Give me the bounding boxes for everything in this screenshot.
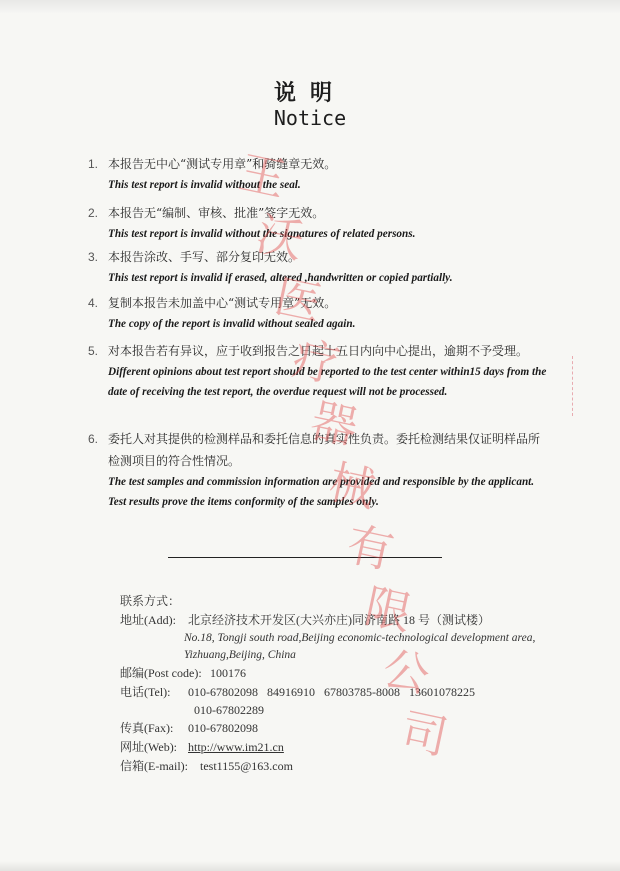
contact-heading: 联系方式：: [120, 594, 181, 608]
item-number: 5.: [88, 344, 99, 358]
item-text-cn: 复制本报告未加盖中心“测试专用章”无效。: [108, 296, 337, 310]
signature-divider-line: [168, 557, 442, 558]
scan-edge-bottom: [0, 861, 620, 871]
item-text-cn: 本报告无中心“测试专用章”和骑缝章无效。: [108, 157, 337, 171]
tel-value: 010-67802098 84916910 67803785-8008 13601078225: [188, 685, 475, 699]
notice-item-6: [88, 428, 548, 512]
item-number: 3.: [88, 250, 99, 264]
item-number: 6.: [88, 432, 99, 446]
item-text-cn: 对本报告若有异议，应于收到报告之日起十五日内向中心提出，逾期不予受理。: [108, 344, 529, 358]
item-text-cn: 委托人对其提供的检测样品和委托信息的真实性负责。委托检测结果仅证明样品所检测项目的符合性情况。: [108, 432, 541, 468]
stamp-char: 公: [378, 640, 435, 704]
fax-value: 010-67802098: [188, 721, 258, 735]
tel-value-2: 010-67802289: [194, 703, 264, 717]
address-en: No.18, Tongji south road,Beijing economic-technological development area, Yizhuang,Beijing, China: [184, 632, 536, 661]
item-text-en: The copy of the report is invalid without sealed again.: [108, 318, 356, 330]
item-text-en: This test report is invalid without the seal.: [108, 179, 301, 191]
item-number: 1.: [88, 157, 99, 171]
notice-item-1: [88, 153, 548, 195]
notice-item-3: [88, 246, 548, 288]
scan-edge-top: [0, 0, 620, 14]
item-number: 2.: [88, 206, 99, 220]
fax-label: 传真(Fax):: [120, 721, 174, 735]
notice-item-4: [88, 292, 548, 334]
perforation-seal-mark: [572, 356, 595, 416]
web-label: 网址(Web):: [120, 740, 178, 754]
item-text-en: The test samples and commission information are provided and responsible by the applicant. Test results prove the items conformity of the samples only.: [108, 476, 535, 508]
postcode-label: 邮编(Post code):: [120, 666, 202, 680]
stamp-char: 有: [342, 516, 399, 580]
item-text-en: Different opinions about test report should be reported to the test center within15 days from the date of receiving the test report, the overdue request will not be processed.: [108, 366, 547, 398]
stamp-char: 疗: [288, 330, 345, 394]
stamp-char: 器: [306, 392, 363, 456]
stamp-char: 械: [324, 454, 381, 518]
email-value: test1155@163.com: [200, 759, 293, 773]
notice-item-2: [88, 202, 548, 244]
web-link[interactable]: http://www.im21.cn: [188, 740, 284, 754]
tel-label: 电话(Tel):: [120, 685, 171, 699]
title-english: Notice: [273, 106, 347, 130]
stamp-char: 王: [234, 144, 291, 208]
item-text-en: This test report is invalid without the signatures of related persons.: [108, 228, 416, 240]
email-label: 信箱(E-mail):: [120, 759, 188, 773]
item-number: 4.: [88, 296, 99, 310]
notice-item-5: [88, 340, 548, 402]
address-cn: 北京经济技术开发区(大兴亦庄)同济南路 18 号（测试楼）: [188, 613, 490, 627]
postcode-value: 100176: [210, 666, 246, 680]
item-text-cn: 本报告无“编制、审核、批准”签字无效。: [108, 206, 325, 220]
stamp-char: 医: [270, 268, 327, 332]
stamp-char: 司: [396, 702, 453, 766]
title-chinese: 说明: [273, 80, 346, 106]
contact-block: [120, 592, 560, 776]
address-label: 地址(Add):: [120, 613, 176, 627]
stamp-char: 限: [360, 578, 417, 642]
item-text-cn: 本报告涂改、手写、部分复印无效。: [108, 250, 301, 264]
item-text-en: This test report is invalid if erased, altered ,handwritten or copied partially.: [108, 272, 453, 284]
stamp-char: 沃: [252, 206, 309, 270]
